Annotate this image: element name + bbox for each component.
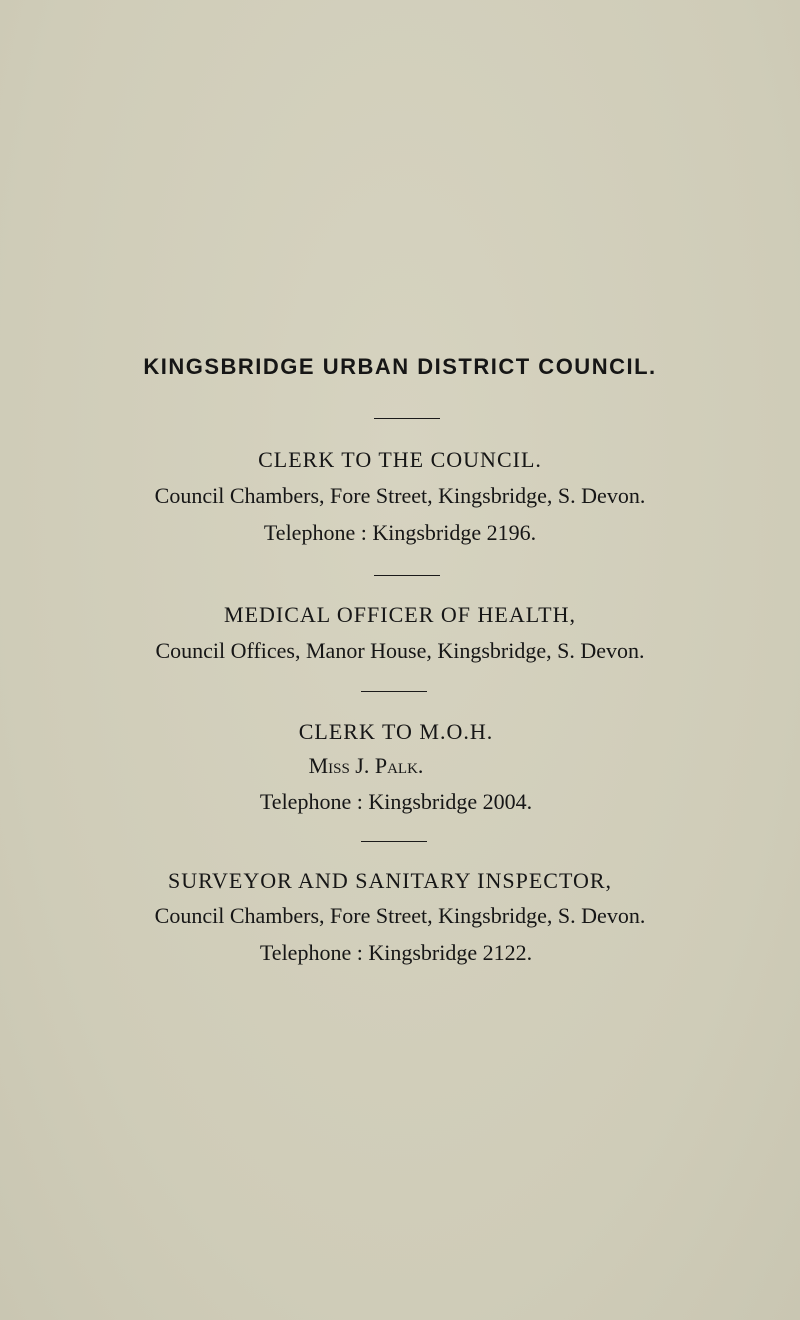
section-title-clerk-moh: CLERK TO M.O.H.	[298, 719, 494, 744]
clerk-telephone: Telephone : Kingsbridge 2196.	[263, 520, 537, 545]
medical-officer-address: Council Offices, Manor House, Kingsbridge, S. Devon.	[155, 638, 645, 663]
section-title-clerk: CLERK TO THE COUNCIL.	[258, 447, 542, 472]
surveyor-telephone: Telephone : Kingsbridge 2122.	[259, 940, 533, 965]
clerk-address: Council Chambers, Fore Street, Kingsbridge, S. Devon.	[154, 483, 646, 508]
section-divider	[374, 418, 440, 419]
clerk-moh-name: Miss J. Palk.	[308, 753, 424, 778]
council-heading: KINGSBRIDGE URBAN DISTRICT COUNCIL.	[143, 354, 657, 379]
section-divider	[374, 575, 440, 576]
section-title-medical-officer: MEDICAL OFFICER OF HEALTH,	[224, 602, 576, 627]
section-divider	[361, 841, 427, 842]
section-divider	[361, 691, 427, 692]
surveyor-address: Council Chambers, Fore Street, Kingsbridge, S. Devon.	[154, 903, 646, 928]
clerk-moh-telephone: Telephone : Kingsbridge 2004.	[259, 789, 533, 814]
section-title-surveyor: SURVEYOR AND SANITARY INSPECTOR,	[167, 868, 613, 893]
